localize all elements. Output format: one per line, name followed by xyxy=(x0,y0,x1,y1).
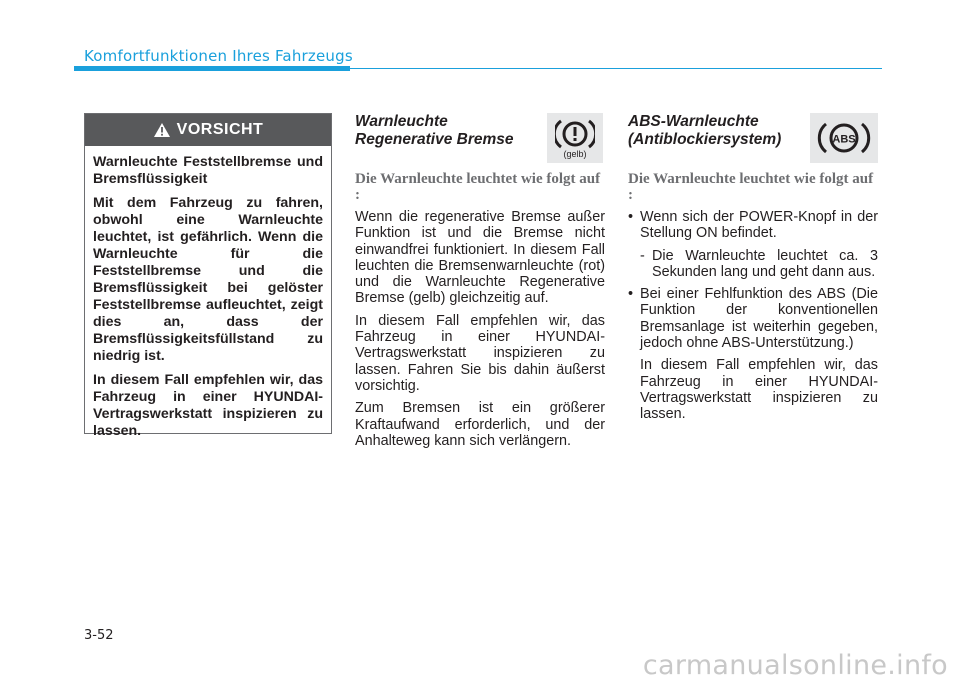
caution-box xyxy=(84,113,332,439)
list-item-text: Wenn sich der POWER-Knopf in der Stellung ON befindet. xyxy=(640,209,878,242)
body-paragraph: Zum Bremsen ist ein größerer Kraftaufwand erforderlich, und der Anhalteweg kann sich verlängern. xyxy=(355,400,605,449)
caution-heading-text: VORSICHT xyxy=(176,121,264,138)
list-item xyxy=(628,286,878,351)
header-accent-bar xyxy=(74,66,350,71)
caution-paragraph: Mit dem Fahrzeug zu fahren, obwohl eine Warnleuchte leuchtet, ist gefährlich. Wenn die Warnleuchte für die Feststellbremse und die Bremsflüssigkeit bei gelöster Feststellbremse aufleuchtet, zeigt dies an, dass der Bremsflüssigkeitsfüllstand zu niedrig ist. xyxy=(93,195,323,364)
watermark: carmanualsonline.info xyxy=(642,650,948,681)
caution-body xyxy=(85,146,331,440)
sub-list-item-text: Die Warnleuchte leuchtet ca. 3 Sekunden lang und geht dann aus. xyxy=(652,247,878,280)
body-paragraph: Wenn die regenerative Bremse außer Funktion ist und die Bremse nicht einwandfrei funktioniert. In diesem Fall leuchten die Bremsenwarnleuchte (rot) und die Warnleuchte Regenerative Bremse (gelb) gleichzeitig auf. xyxy=(355,209,605,307)
section-regenerative-brake xyxy=(355,113,605,455)
sub-list-item xyxy=(640,248,878,281)
section-title-line1: ABS-Warnleuchte xyxy=(628,113,759,130)
section-title-line1: Warnleuchte xyxy=(355,113,448,130)
section-title-line2: Regenerative Bremse xyxy=(355,131,514,148)
chapter-title: Komfortfunktionen Ihres Fahrzeugs xyxy=(84,47,353,65)
header-rule xyxy=(350,68,882,69)
regenerative-brake-lamp-icon xyxy=(547,113,603,163)
caution-paragraph: Warnleuchte Feststellbremse und Bremsflüssigkeit xyxy=(93,154,323,187)
page-number: 3-52 xyxy=(84,628,114,643)
caution-heading xyxy=(85,114,331,146)
section-title-line2: (Antiblockiersystem) xyxy=(628,131,782,148)
section-abs-warning xyxy=(628,113,878,429)
caution-paragraph: In diesem Fall empfehlen wir, das Fahrzeug in einer HYUNDAI-Vertragswerkstatt inspizieren zu lassen. xyxy=(93,372,323,439)
section-subhead: Die Warnleuchte leuchtet wie folgt auf : xyxy=(628,171,874,203)
abs-lamp-icon xyxy=(810,113,878,163)
list-item xyxy=(628,209,878,242)
bullet-glyph: • xyxy=(628,286,634,303)
warning-triangle-icon xyxy=(153,122,171,138)
bullet-glyph: • xyxy=(628,209,634,225)
exclamation-circle-icon xyxy=(555,117,595,151)
abs-icon-text: ABS xyxy=(832,133,856,146)
body-paragraph: In diesem Fall empfehlen wir, das Fahrzeug in einer HYUNDAI-Vertragswerkstatt inspizieren zu lassen. Fahren Sie bis dahin äußerst vorsichtig. xyxy=(355,312,605,394)
abs-circle-icon xyxy=(817,119,871,157)
list-item-text: Bei einer Fehlfunktion des ABS (Die Funktion der konventionellen Bremsanlage ist weiterhin gegeben, jedoch ohne ABS-Unterstützung.) xyxy=(640,286,878,352)
section-subhead: Die Warnleuchte leuchtet wie folgt auf : xyxy=(355,171,601,203)
list-item-note: In diesem Fall empfehlen wir, das Fahrzeug in einer HYUNDAI-Vertragswerkstatt inspizieren zu lassen. xyxy=(640,357,878,423)
dash-glyph: - xyxy=(640,247,645,264)
lamp-color-label: (gelb) xyxy=(563,149,587,159)
